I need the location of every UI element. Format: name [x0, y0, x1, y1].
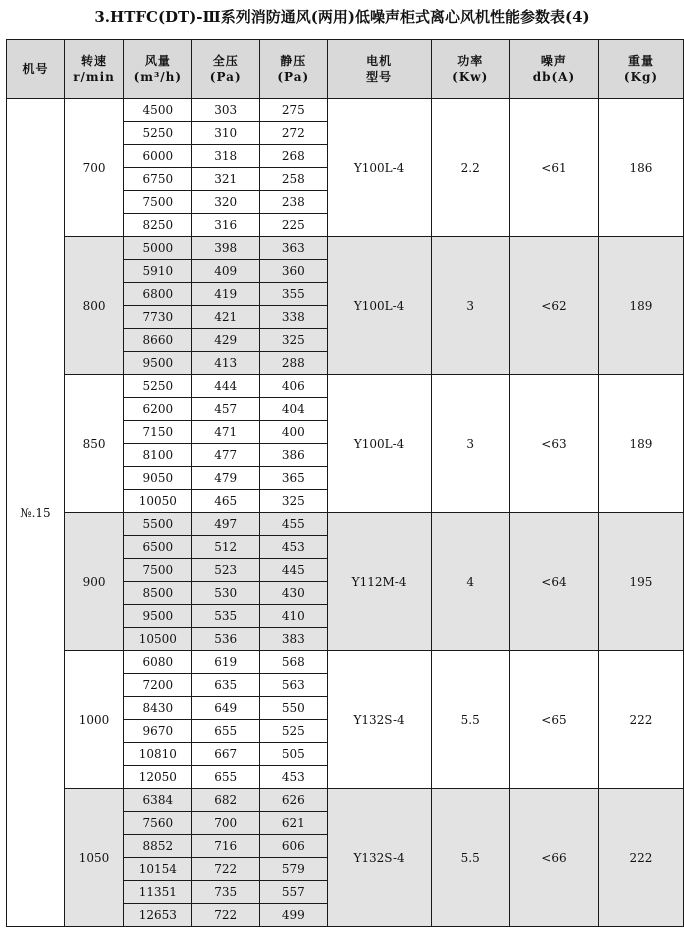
speed-cell: 1000: [64, 651, 123, 789]
airflow-cell: 5910: [124, 260, 192, 283]
airflow-cell: 9500: [124, 605, 192, 628]
total-pressure-cell: 320: [192, 191, 260, 214]
airflow-cell: 7200: [124, 674, 192, 697]
motor-cell: Y112M-4: [327, 513, 431, 651]
total-pressure-cell: 512: [192, 536, 260, 559]
static-pressure-cell: 430: [260, 582, 328, 605]
static-pressure-cell: 579: [260, 858, 328, 881]
airflow-cell: 9670: [124, 720, 192, 743]
table-row: [7, 99, 684, 122]
airflow-cell: 8250: [124, 214, 192, 237]
static-pressure-cell: 355: [260, 283, 328, 306]
total-pressure-cell: 318: [192, 145, 260, 168]
total-pressure-cell: 649: [192, 697, 260, 720]
static-pressure-cell: 563: [260, 674, 328, 697]
total-pressure-cell: 700: [192, 812, 260, 835]
total-pressure-cell: 722: [192, 904, 260, 927]
airflow-cell: 9050: [124, 467, 192, 490]
total-pressure-cell: 497: [192, 513, 260, 536]
static-pressure-cell: 410: [260, 605, 328, 628]
airflow-cell: 7560: [124, 812, 192, 835]
static-pressure-cell: 365: [260, 467, 328, 490]
total-pressure-cell: 421: [192, 306, 260, 329]
airflow-cell: 6800: [124, 283, 192, 306]
static-pressure-cell: 626: [260, 789, 328, 812]
header-power: 功率 (Kw): [431, 40, 509, 99]
airflow-cell: 8100: [124, 444, 192, 467]
header-total-pressure: 全压 (Pa): [192, 40, 260, 99]
table-row: [7, 789, 684, 812]
power-cell: 5.5: [431, 651, 509, 789]
static-pressure-cell: 325: [260, 329, 328, 352]
motor-cell: Y100L-4: [327, 375, 431, 513]
power-cell: 3: [431, 375, 509, 513]
table-row: [7, 651, 684, 674]
header-model: 机号: [7, 40, 65, 99]
total-pressure-cell: 457: [192, 398, 260, 421]
motor-cell: Y100L-4: [327, 237, 431, 375]
total-pressure-cell: 419: [192, 283, 260, 306]
static-pressure-cell: 238: [260, 191, 328, 214]
static-pressure-cell: 455: [260, 513, 328, 536]
power-cell: 2.2: [431, 99, 509, 237]
speed-cell: 800: [64, 237, 123, 375]
airflow-cell: 10810: [124, 743, 192, 766]
static-pressure-cell: 406: [260, 375, 328, 398]
total-pressure-cell: 682: [192, 789, 260, 812]
airflow-cell: 7500: [124, 559, 192, 582]
static-pressure-cell: 621: [260, 812, 328, 835]
power-cell: 5.5: [431, 789, 509, 927]
airflow-cell: 11351: [124, 881, 192, 904]
airflow-cell: 12653: [124, 904, 192, 927]
weight-cell: 222: [598, 789, 683, 927]
total-pressure-cell: 444: [192, 375, 260, 398]
header-weight: 重量 (Kg): [598, 40, 683, 99]
weight-cell: 195: [598, 513, 683, 651]
noise-cell: <65: [509, 651, 598, 789]
noise-cell: <64: [509, 513, 598, 651]
static-pressure-cell: 568: [260, 651, 328, 674]
weight-cell: 189: [598, 237, 683, 375]
static-pressure-cell: 557: [260, 881, 328, 904]
airflow-cell: 4500: [124, 99, 192, 122]
static-pressure-cell: 360: [260, 260, 328, 283]
table-row: [7, 375, 684, 398]
weight-cell: 189: [598, 375, 683, 513]
airflow-cell: 7730: [124, 306, 192, 329]
speed-cell: 700: [64, 99, 123, 237]
static-pressure-cell: 275: [260, 99, 328, 122]
total-pressure-cell: 735: [192, 881, 260, 904]
performance-table: [6, 39, 684, 927]
total-pressure-cell: 477: [192, 444, 260, 467]
table-row: [7, 513, 684, 536]
airflow-cell: 7150: [124, 421, 192, 444]
airflow-cell: 7500: [124, 191, 192, 214]
total-pressure-cell: 655: [192, 766, 260, 789]
static-pressure-cell: 338: [260, 306, 328, 329]
total-pressure-cell: 716: [192, 835, 260, 858]
header-airflow: 风量 (m³/h): [124, 40, 192, 99]
airflow-cell: 8430: [124, 697, 192, 720]
total-pressure-cell: 465: [192, 490, 260, 513]
total-pressure-cell: 310: [192, 122, 260, 145]
total-pressure-cell: 619: [192, 651, 260, 674]
static-pressure-cell: 404: [260, 398, 328, 421]
total-pressure-cell: 479: [192, 467, 260, 490]
total-pressure-cell: 303: [192, 99, 260, 122]
noise-cell: <63: [509, 375, 598, 513]
header-row: [7, 40, 684, 99]
power-cell: 3: [431, 237, 509, 375]
airflow-cell: 6750: [124, 168, 192, 191]
static-pressure-cell: 383: [260, 628, 328, 651]
airflow-cell: 6000: [124, 145, 192, 168]
total-pressure-cell: 523: [192, 559, 260, 582]
motor-cell: Y100L-4: [327, 99, 431, 237]
header-noise: 噪声 db(A): [509, 40, 598, 99]
header-static-pressure: 静压 (Pa): [260, 40, 328, 99]
airflow-cell: 8500: [124, 582, 192, 605]
total-pressure-cell: 413: [192, 352, 260, 375]
static-pressure-cell: 225: [260, 214, 328, 237]
airflow-cell: 12050: [124, 766, 192, 789]
static-pressure-cell: 453: [260, 766, 328, 789]
noise-cell: <66: [509, 789, 598, 927]
power-cell: 4: [431, 513, 509, 651]
model-no-cell: №.15: [7, 99, 65, 927]
total-pressure-cell: 535: [192, 605, 260, 628]
total-pressure-cell: 398: [192, 237, 260, 260]
speed-cell: 1050: [64, 789, 123, 927]
airflow-cell: 8852: [124, 835, 192, 858]
static-pressure-cell: 258: [260, 168, 328, 191]
total-pressure-cell: 316: [192, 214, 260, 237]
speed-cell: 850: [64, 375, 123, 513]
airflow-cell: 9500: [124, 352, 192, 375]
noise-cell: <62: [509, 237, 598, 375]
header-speed: 转速 r/min: [64, 40, 123, 99]
static-pressure-cell: 505: [260, 743, 328, 766]
total-pressure-cell: 667: [192, 743, 260, 766]
speed-cell: 900: [64, 513, 123, 651]
total-pressure-cell: 530: [192, 582, 260, 605]
page-title: 3.HTFC(DT)-Ⅲ系列消防通风(两用)低噪声柜式离心风机性能参数表(4): [94, 8, 590, 26]
static-pressure-cell: 272: [260, 122, 328, 145]
total-pressure-cell: 536: [192, 628, 260, 651]
static-pressure-cell: 400: [260, 421, 328, 444]
static-pressure-cell: 268: [260, 145, 328, 168]
static-pressure-cell: 499: [260, 904, 328, 927]
total-pressure-cell: 321: [192, 168, 260, 191]
total-pressure-cell: 429: [192, 329, 260, 352]
weight-cell: 186: [598, 99, 683, 237]
airflow-cell: 5250: [124, 375, 192, 398]
static-pressure-cell: 325: [260, 490, 328, 513]
total-pressure-cell: 722: [192, 858, 260, 881]
airflow-cell: 10500: [124, 628, 192, 651]
static-pressure-cell: 525: [260, 720, 328, 743]
weight-cell: 222: [598, 651, 683, 789]
static-pressure-cell: 550: [260, 697, 328, 720]
total-pressure-cell: 655: [192, 720, 260, 743]
airflow-cell: 6384: [124, 789, 192, 812]
noise-cell: <61: [509, 99, 598, 237]
static-pressure-cell: 445: [260, 559, 328, 582]
airflow-cell: 6200: [124, 398, 192, 421]
motor-cell: Y132S-4: [327, 789, 431, 927]
static-pressure-cell: 386: [260, 444, 328, 467]
airflow-cell: 5250: [124, 122, 192, 145]
static-pressure-cell: 288: [260, 352, 328, 375]
table-row: [7, 237, 684, 260]
total-pressure-cell: 409: [192, 260, 260, 283]
airflow-cell: 10154: [124, 858, 192, 881]
airflow-cell: 10050: [124, 490, 192, 513]
motor-cell: Y132S-4: [327, 651, 431, 789]
static-pressure-cell: 363: [260, 237, 328, 260]
airflow-cell: 6080: [124, 651, 192, 674]
table-body: [7, 99, 684, 927]
header-motor: 电机 型号: [327, 40, 431, 99]
static-pressure-cell: 453: [260, 536, 328, 559]
airflow-cell: 5500: [124, 513, 192, 536]
airflow-cell: 5000: [124, 237, 192, 260]
total-pressure-cell: 471: [192, 421, 260, 444]
total-pressure-cell: 635: [192, 674, 260, 697]
airflow-cell: 8660: [124, 329, 192, 352]
static-pressure-cell: 606: [260, 835, 328, 858]
airflow-cell: 6500: [124, 536, 192, 559]
